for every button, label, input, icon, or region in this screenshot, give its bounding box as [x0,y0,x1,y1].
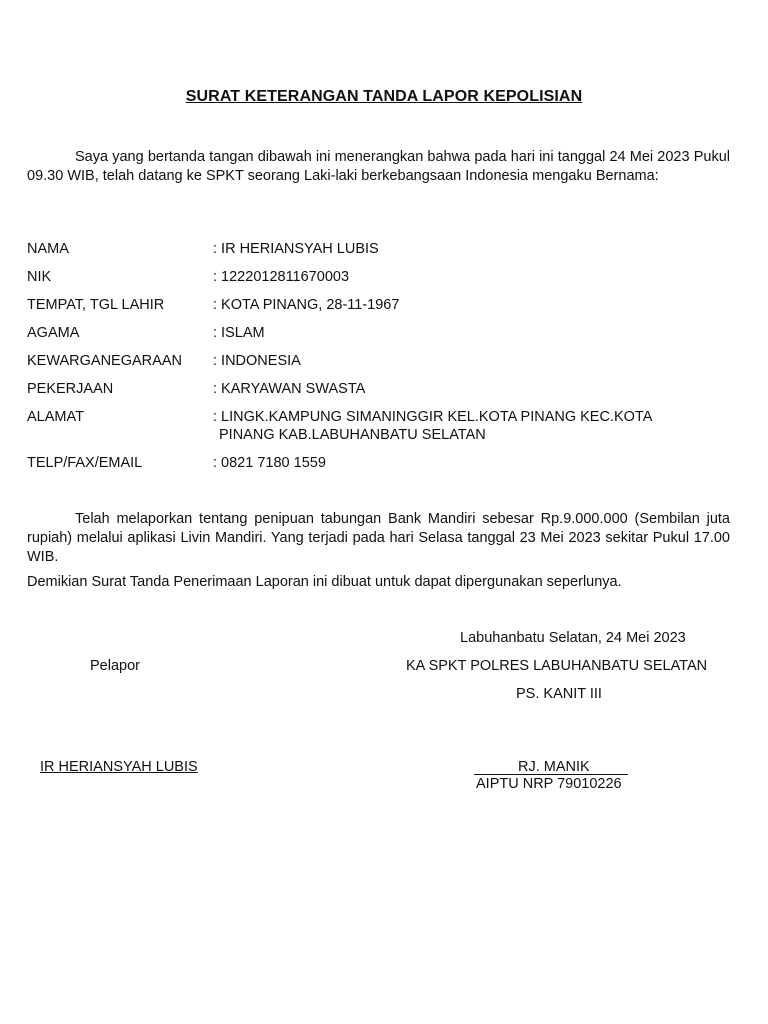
field-label: KEWARGANEGARAAN [27,353,182,369]
place-date: Labuhanbatu Selatan, 24 Mei 2023 [460,630,686,646]
document-title: SURAT KETERANGAN TANDA LAPOR KEPOLISIAN [185,88,583,105]
field-label: NIK [27,269,52,285]
field-value-line2: PINANG KAB.LABUHANBATU SELATAN [219,427,486,443]
officer-position: PS. KANIT III [516,686,602,702]
field-label: ALAMAT [27,409,84,425]
officer-unit: KA SPKT POLRES LABUHANBATU SELATAN [406,658,708,674]
field-value: : IR HERIANSYAH LUBIS [213,241,379,257]
field-label: AGAMA [27,325,80,341]
report-paragraph: Telah melaporkan tentang penipuan tabungan Bank Mandiri sebesar Rp.9.000.000 (Sembilan juta rupiah) melalui aplikasi Livin Mandiri. Yang terjadi pada hari Selasa tanggal 23 Mei 2023 sekitar Pukul 17.00 WIB. [27,511,730,565]
field-value: : ISLAM [213,325,265,341]
field-value: : 1222012811670003 [213,269,350,285]
reporter-name: IR HERIANSYAH LUBIS [40,759,198,775]
officer-name: RJ. MANIK [518,759,590,775]
field-label: PEKERJAAN [27,381,114,397]
field-value: : KOTA PINANG, 28-11-1967 [213,297,400,313]
field-value: : INDONESIA [213,353,301,369]
officer-rank: AIPTU NRP 79010226 [476,776,622,792]
field-label: TELP/FAX/EMAIL [27,455,143,471]
field-value: : 0821 7180 1559 [213,455,326,471]
field-value: : LINGK.KAMPUNG SIMANINGGIR KEL.KOTA PINANG KEC.KOTA [213,409,653,425]
field-label: NAMA [27,241,69,257]
reporter-label: Pelapor [90,658,140,674]
field-value: : KARYAWAN SWASTA [213,381,366,397]
intro-paragraph: Saya yang bertanda tangan dibawah ini menerangkan bahwa pada hari ini tanggal 24 Mei 2023 Pukul 09.30 WIB, telah datang ke SPKT seorang Laki-laki berkebangsaan Indonesia mengaku Bernama: [27,149,730,184]
field-label: TEMPAT, TGL LAHIR [27,297,165,313]
closing-paragraph: Demikian Surat Tanda Penerimaan Laporan ini dibuat untuk dapat dipergunakan seperlunya. [27,574,622,590]
